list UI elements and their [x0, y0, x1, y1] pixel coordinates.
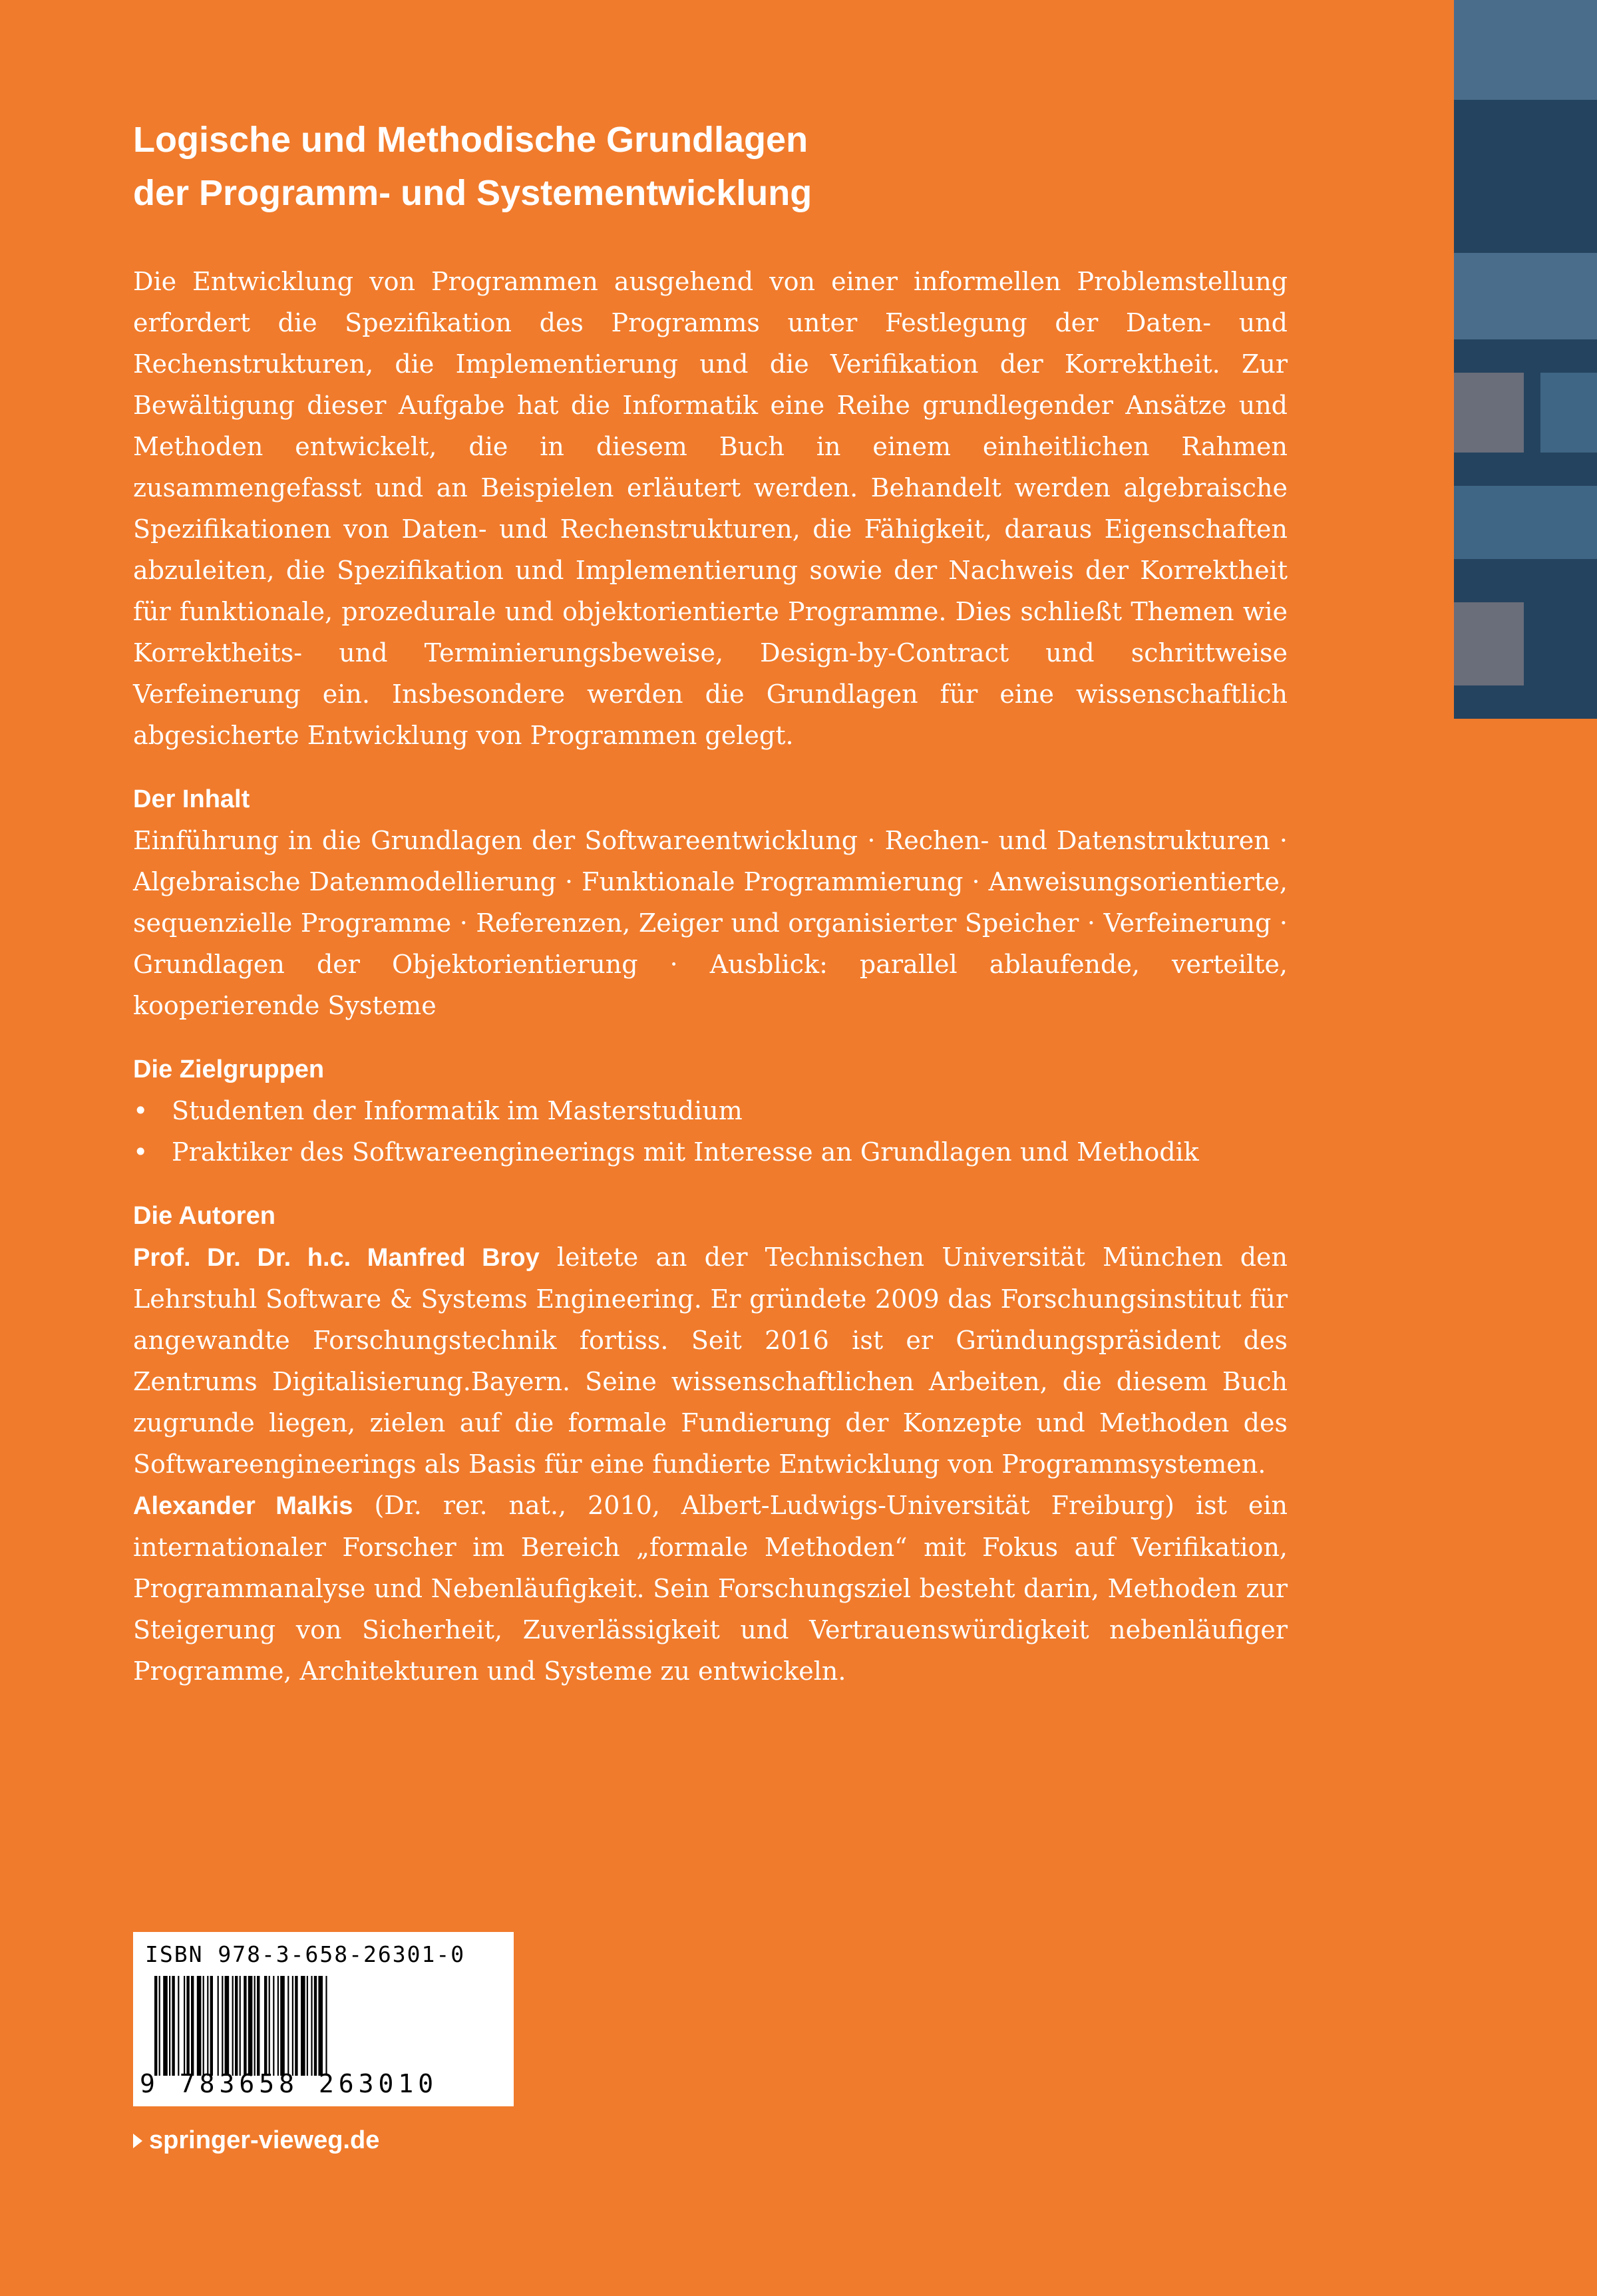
author-1-bio: [133, 1237, 1288, 1485]
barcode-bar: [264, 1976, 267, 2076]
decorative-block: [1540, 373, 1597, 453]
decorative-block: [1454, 253, 1597, 339]
bullet-symbol: •: [133, 1096, 148, 1125]
barcode-bar: [235, 1976, 238, 2076]
barcode-bar: [314, 1976, 317, 2076]
decorative-block: [1454, 373, 1524, 453]
authors-heading: Die Autoren: [133, 1202, 275, 1230]
barcode-bars: [152, 1976, 498, 2076]
barcode-bar: [210, 1976, 213, 2076]
barcode-bar: [277, 1976, 279, 2076]
author-2-bio: [133, 1485, 1288, 1692]
barcode-bar: [225, 1976, 230, 2076]
barcode-bar: [240, 1976, 241, 2076]
barcode-bar: [248, 1976, 253, 2076]
barcode-bar: [169, 1976, 170, 2076]
barcode-digits: 9 783658 263010: [140, 2069, 439, 2098]
author-1-name: Prof. Dr. Dr. h.c. Manfred Broy: [133, 1244, 540, 1272]
barcode-bar: [295, 1976, 297, 2076]
audience-item-text: Praktiker des Softwareengineerings mit Interesse an Grundlagen und Methodik: [172, 1137, 1199, 1167]
barcode-bar: [186, 1976, 189, 2076]
barcode-bar: [218, 1976, 219, 2076]
title-line-1: Logische und Methodische Grundlagen: [133, 120, 808, 160]
title-line-2: der Programm- und Systementwicklung: [133, 173, 812, 213]
publisher-website[interactable]: [133, 2126, 379, 2155]
audience-item: [133, 1090, 1288, 1131]
author-1-text: leitete an der Technischen Universität München den Lehrstuhl Software & Systems Engineering. Er gründete 2009 das Forschungsinstitut für angewandte Forschungstechnik fortiss. Seit 2016 ist er Gründungspräsident des Zentrums Digitalisierung.Bayern. Seine wissenschaftlichen Arbeiten, die diesem Buch zugrunde liegen, zielen auf die formale Fundierung der Konzepte und Methoden des Softwareengineerings als Basis für eine fundierte Entwicklung von Programmsystemen.: [133, 1243, 1288, 1479]
barcode-bar: [280, 1976, 285, 2076]
decorative-block: [1454, 0, 1597, 100]
barcode-bar: [197, 1976, 202, 2076]
barcode-bar: [222, 1976, 223, 2076]
decorative-block: [1454, 486, 1597, 559]
barcode-bar: [269, 1976, 270, 2076]
barcode-bar: [254, 1976, 256, 2076]
barcode-bar: [311, 1976, 312, 2076]
barcode-bar: [318, 1976, 323, 2076]
bullet-symbol: •: [133, 1137, 148, 1167]
barcode-bar: [325, 1976, 327, 2076]
barcode-bar: [244, 1976, 246, 2076]
barcode-bar: [184, 1976, 185, 2076]
decorative-block-strip: [1454, 0, 1597, 719]
isbn-label: ISBN 978-3-658-26301-0: [145, 1941, 466, 1967]
barcode-bar: [307, 1976, 308, 2076]
barcode-bar: [273, 1976, 274, 2076]
contents-heading: Der Inhalt: [133, 785, 250, 813]
barcode-bar: [163, 1976, 168, 2076]
decorative-block: [1454, 602, 1524, 685]
isbn-barcode: [133, 1932, 514, 2106]
book-title: [133, 113, 1288, 220]
arrow-right-icon: [133, 2134, 142, 2148]
intro-paragraph: Die Entwicklung von Programmen ausgehend von einer informellen Problemstellung erfordert die Spezifikation des Programms unter Festlegung der Daten- und Rechenstrukturen, die Implementierung und die Verifikation der Korrektheit. Zur Bewältigung dieser Aufgabe hat die Informatik eine Reihe grundlegender Ansätze und Methoden entwickelt, die in diesem Buch in einem einheitlichen Rahmen zusammengefasst und an Beispielen erläutert werden. Behandelt werden algebraische Spezifikationen von Daten- und Rechenstrukturen, die Fähigkeit, daraus Eigenschaften abzuleiten, die Spezifikation und Implementierung sowie der Nachweis der Korrektheit für funktionale, prozedurale und objektorientierte Programme. Dies schließt Themen wie Korrektheits- und Terminierungsbeweise, Design-by-Contract und schrittweise Verfeinerung ein. Insbesondere werden die Grundlagen für eine wissenschaftlich abgesicherte Entwicklung von Programmen gelegt.: [133, 267, 1288, 750]
barcode-bar: [154, 1976, 157, 2076]
barcode-bar: [191, 1976, 194, 2076]
barcode-bar: [257, 1976, 260, 2076]
audience-item-text: Studenten der Informatik im Masterstudium: [172, 1096, 743, 1125]
audience-heading: Die Zielgruppen: [133, 1055, 325, 1083]
barcode-bar: [203, 1976, 204, 2076]
barcode-bar: [232, 1976, 234, 2076]
barcode-bar: [301, 1976, 305, 2076]
barcode-bar: [159, 1976, 160, 2076]
website-text: springer-vieweg.de: [149, 2126, 380, 2154]
author-2-name: Alexander Malkis: [133, 1492, 353, 1520]
contents-text: Einführung in die Grundlagen der Softwareentwicklung · Rechen- und Datenstrukturen · Algebraische Datenmodellierung · Funktionale Programmierung · Anweisungsorientierte, sequenzielle Programme · Referenzen, Zeiger und organisierter Speicher · Verfeinerung · Grundlagen der Objektorientierung · Ausblick: parallel ablaufende, verteilte, kooperierende Systeme: [133, 826, 1288, 1020]
barcode-bar: [292, 1976, 293, 2076]
author-2-text: (Dr. rer. nat., 2010, Albert-Ludwigs-Universität Freiburg) ist ein internationaler Forscher im Bereich „formale Methoden“ mit Fokus auf Verifikation, Programmanalyse und Nebenläufigkeit. Sein Forschungsziel besteht darin, Methoden zur Steigerung von Sicherheit, Zuverlässigkeit und Vertrauenswürdigkeit nebenläufiger Programme, Architekturen und Systeme zu entwickeln.: [133, 1491, 1288, 1686]
barcode-bar: [207, 1976, 208, 2076]
barcode-bar: [178, 1976, 179, 2076]
barcode-bar: [172, 1976, 174, 2076]
back-cover-content: [133, 113, 1288, 1692]
barcode-bar: [287, 1976, 289, 2076]
audience-item: [133, 1131, 1288, 1173]
